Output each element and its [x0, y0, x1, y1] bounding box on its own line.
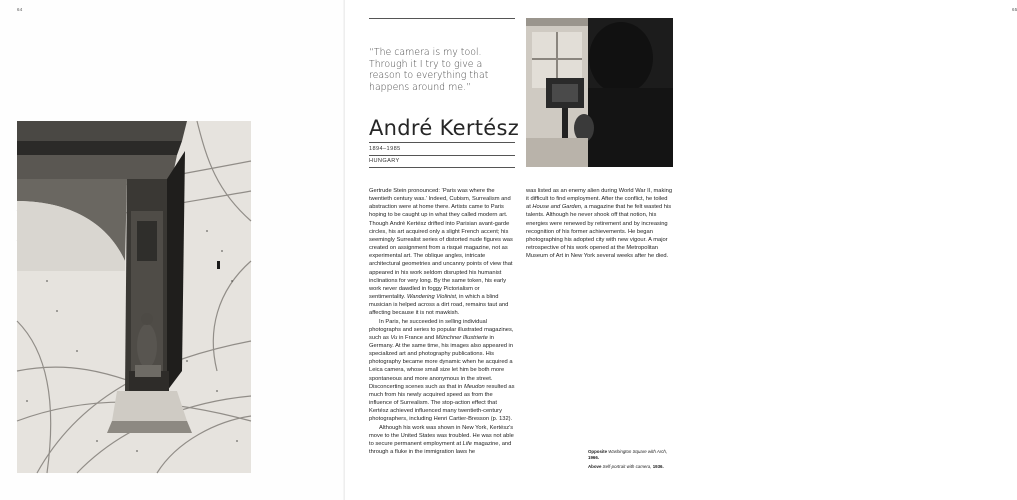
italic-title: House and Garden,	[532, 204, 583, 211]
italic-title: Life	[462, 440, 472, 447]
photographer-years: 1894–1985	[369, 146, 401, 152]
italic-title: Münchner Illustrierte	[435, 334, 488, 341]
photo-washington-square	[17, 121, 251, 473]
left-page	[0, 0, 345, 500]
caption-year: 1966.	[588, 455, 599, 460]
caption-label: Opposite	[588, 449, 608, 454]
body-column-1	[369, 187, 516, 456]
italic-title: Wandering Violinist,	[406, 294, 458, 301]
caption-title: Washington Square with Arch,	[608, 449, 668, 454]
pull-quote: “The camera is my tool. Through it I try to give a reason to everything that happens around me.”	[369, 47, 489, 93]
italic-title: Vu	[390, 334, 398, 341]
caption-opposite	[588, 449, 678, 461]
text-run: In Paris, he succeeded in selling individual photographs and series to popular illustrated magazines, such as	[369, 318, 514, 341]
photographer-name: André Kertész	[369, 116, 520, 140]
text-run: a magazine that he felt wasted his talents. Although he never shook off that notion, his energies were renewed by retirement and by increasing recognition of his former achievements. He began photographing his adopted city with new vigour. A major retrospective of his work opened at the Metropolitan Museum of Art in New York several weeks after he died.	[526, 204, 672, 260]
paragraph	[369, 318, 516, 424]
paragraph	[526, 187, 673, 260]
text-run: Although his work was shown in New York, Kertész’s move to the United States was troubled. He was not able to secure permanent employment at	[369, 424, 514, 447]
italic-title: Meudon	[463, 383, 485, 390]
text-run: in France and	[398, 334, 435, 341]
body-column-2	[526, 187, 673, 260]
text-run: magazine, and through a fluke in the immigration laws he	[369, 440, 512, 455]
photo-self-portrait	[526, 18, 673, 167]
page-number-left: 64	[17, 7, 23, 12]
paragraph	[369, 424, 516, 457]
page-number-right: 65	[1012, 7, 1017, 12]
caption-label: Above	[588, 464, 602, 469]
text-run: was listed as an enemy alien during World War II, making it difficult to find employment. After the conflict, he toiled at	[526, 188, 673, 211]
paragraph	[369, 187, 516, 318]
text-run: in Germany. At the same time, his images also appeared in specialized art and photography publications. His photography became more dynamic when he acquired a Leica camera, whose small size let him be both more spontaneous and more anonymous in the street. Disconcerting scenes such as that in	[369, 334, 514, 390]
rule	[369, 167, 515, 168]
text-run: resulted as much from his newly acquired speed as from the influence of Surrealism. The stop-action effect that Kertész achieved influenced many twentieth-century photographers, including Henri Cartier-Bresson (p. 132).	[369, 383, 515, 423]
photo-captions	[588, 449, 678, 473]
caption-above	[588, 464, 678, 470]
text-run: Gertrude Stein pronounced: ‘Paris was where the twentieth century was.’ Indeed, Cubism, Surrealism and abstraction were at home there. Artists came to Paris hoping to be caught up in what they called modern art. Though André Kertész drifted into Parisian avant-garde circles, his art acquired only a slight French accent; his seemingly Surrealist series of distorted nude figures was created on assignment from a risqué magazine, not as experimental art. The oblique angles, intricate architectural geometries and uncanny points of view that appeared in his work seldom disrupted his humanist inclinations for very long. By the same token, his early work never dawdled in foggy Pictorialism or sentimentality.	[369, 188, 513, 301]
rule	[369, 142, 515, 143]
rule	[369, 155, 515, 156]
top-rule	[369, 18, 515, 19]
photographer-country: HUNGARY	[369, 158, 400, 164]
caption-year: 1936.	[652, 464, 664, 469]
text-run: in which a blind musician is helped across a dirt road, remains taut and affecting because it is not mawkish.	[369, 294, 509, 317]
caption-title: Self-portrait with camera,	[602, 464, 652, 469]
